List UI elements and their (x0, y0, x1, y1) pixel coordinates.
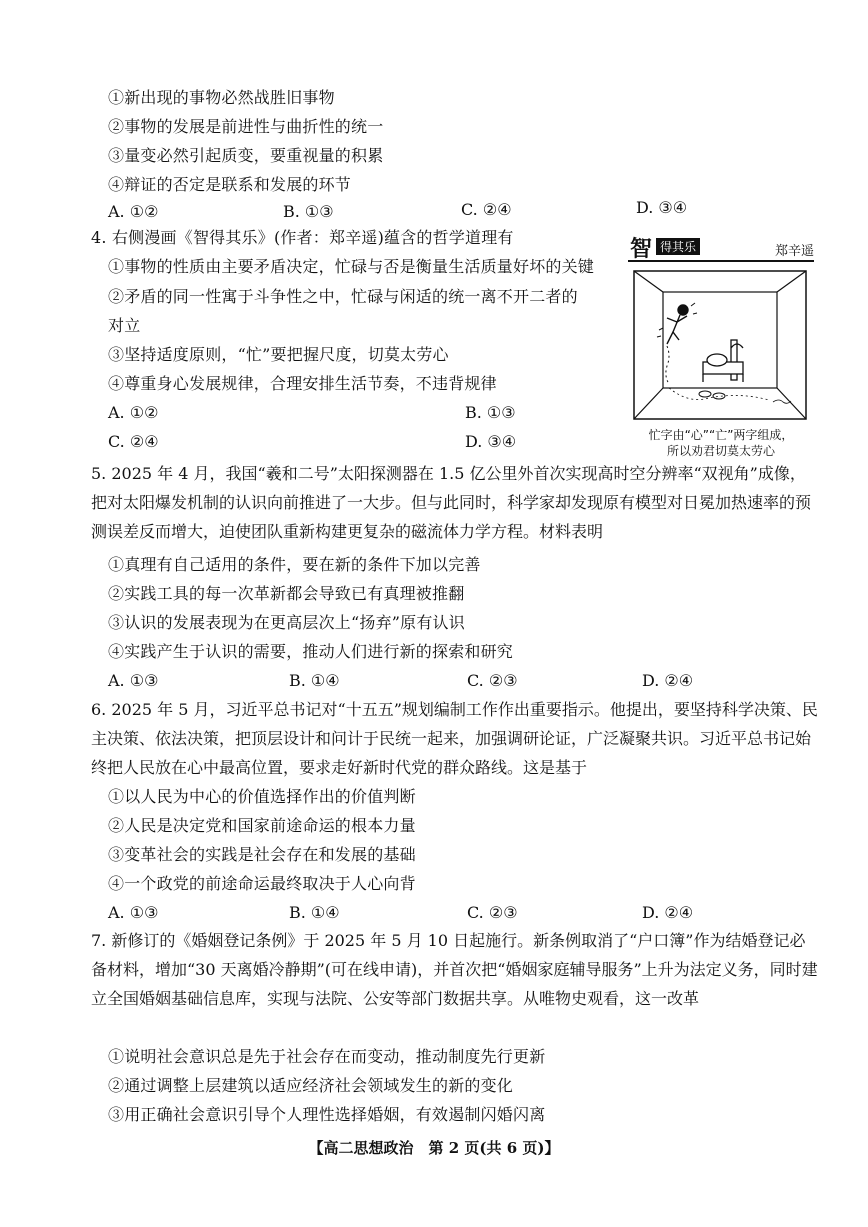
q5-option-d[interactable]: D. ②④ (642, 671, 694, 690)
cartoon (628, 230, 814, 462)
q6-option-a[interactable]: A. ①③ (108, 903, 159, 922)
q6-option-c[interactable]: C. ②③ (467, 903, 518, 922)
q6-item-2: ②人民是决定党和国家前途命运的根本力量 (108, 816, 416, 835)
q5-option-b[interactable]: B. ①④ (289, 671, 340, 690)
q7-item-2: ②通过调整上层建筑以适应经济社会领域发生的新的变化 (108, 1076, 514, 1095)
q3-item-4: ④辩证的否定是联系和发展的环节 (108, 175, 352, 194)
q6-option-b[interactable]: B. ①④ (289, 903, 340, 922)
q5-option-a[interactable]: A. ①③ (108, 671, 159, 690)
q6-option-d[interactable]: D. ②④ (642, 903, 694, 922)
q5-item-4: ④实践产生于认识的需要，推动人们进行新的探索和研究 (108, 642, 514, 661)
q7-item-3: ③用正确社会意识引导个人理性选择婚姻，有效遏制闪婚闪离 (108, 1105, 546, 1124)
q6-item-3: ③变革社会的实践是社会存在和发展的基础 (108, 845, 416, 864)
q4-item-2: ②矛盾的同一性寓于斗争性之中，忙碌与闲适的统一离不开二者的 (108, 287, 578, 306)
page-footer: 【高二思想政治 第 2 页(共 6 页)】 (308, 1139, 560, 1157)
q4-option-b[interactable]: B. ①③ (465, 403, 516, 422)
q3-item-3: ③量变必然引起质变，要重视量的积累 (108, 146, 384, 165)
q4-item-1: ①事物的性质由主要矛盾决定，忙碌与否是衡量生活质量好坏的关键 (108, 257, 595, 276)
q4-option-a[interactable]: A. ①② (108, 403, 159, 422)
cartoon-illustration (633, 270, 807, 420)
q4-item-4: ④尊重身心发展规律，合理安排生活节奏，不违背规律 (108, 374, 497, 393)
q6-stem: 6. 2025 年 5 月，习近平总书记对“十五五”规划编制工作作出重要指示。他提出，要坚持科学决策、民主决策、依法决策，把顶层设计和问计于民统一起来，加强调研论证，广泛凝聚共识。习近平总书记始终把人民放在心中最高位置，要求走好新时代党的群众路线。这是基于 (91, 700, 818, 777)
q7-stem: 7. 新修订的《婚姻登记条例》于 2025 年 5 月 10 日起施行。新条例取消了“户口簿”作为结婚登记必备材料，增加“30 天离婚冷静期”(可在线申请)，并首次把“婚姻家庭辅导服务”上升为法定义务，同时建立全国婚姻基础信息库，实现与法院、公安等部门数据共享。从唯物史观看，这一改革 (91, 931, 818, 1008)
q3-option-a[interactable]: A. ①② (108, 202, 159, 221)
q4-option-c[interactable]: C. ②④ (108, 432, 159, 451)
q6-item-1: ①以人民为中心的价值选择作出的价值判断 (108, 787, 416, 806)
q3-option-d[interactable]: D. ③④ (636, 198, 688, 217)
cartoon-caption-line2: 所以劝君切莫太劳心 (666, 444, 775, 458)
q5-item-3: ③认识的发展表现为在更高层次上“扬弃”原有认识 (108, 613, 465, 632)
q7-item-1: ①说明社会意识总是先于社会存在而变动，推动制度先行更新 (108, 1047, 546, 1066)
q3-item-1: ①新出现的事物必然战胜旧事物 (108, 88, 335, 107)
q5-option-c[interactable]: C. ②③ (467, 671, 518, 690)
q5-item-2: ②实践工具的每一次革新都会导致已有真理被推翻 (108, 584, 465, 603)
cartoon-logo-sub: 得其乐 (656, 238, 700, 255)
q6-item-4: ④一个政党的前途命运最终取决于人心向背 (108, 874, 416, 893)
q4-stem: 4. 右侧漫画《智得其乐》(作者：郑辛遥)蕴含的哲学道理有 (91, 228, 514, 247)
q5-stem: 5. 2025 年 4 月，我国“羲和二号”太阳探测器在 1.5 亿公里外首次实现高时空分辨率“双视角”成像，把对太阳爆发机制的认识向前推进了一大步。但与此同时，科学家却发现原有模型对日冕加热速率的预测误差反而增大，迫使团队重新构建更复杂的磁流体力学方程。材料表明 (91, 464, 812, 541)
cartoon-header (628, 230, 814, 262)
cartoon-caption-line1: 忙字由“心”“亡”两字组成， (648, 428, 794, 442)
cartoon-author: 郑辛遥 (774, 244, 814, 259)
q3-option-c[interactable]: C. ②④ (461, 200, 512, 219)
q4-item-3: ③坚持适度原则，“忙”要把握尺度，切莫太劳心 (108, 345, 449, 364)
q4-option-d[interactable]: D. ③④ (465, 432, 517, 451)
cartoon-logo: 智 (630, 237, 653, 262)
q5-item-1: ①真理有自己适用的条件，要在新的条件下加以完善 (108, 555, 481, 574)
q4-item-2-cont: 对立 (108, 316, 141, 335)
q3-item-2: ②事物的发展是前进性与曲折性的统一 (108, 117, 384, 136)
q3-option-b[interactable]: B. ①③ (283, 202, 334, 221)
